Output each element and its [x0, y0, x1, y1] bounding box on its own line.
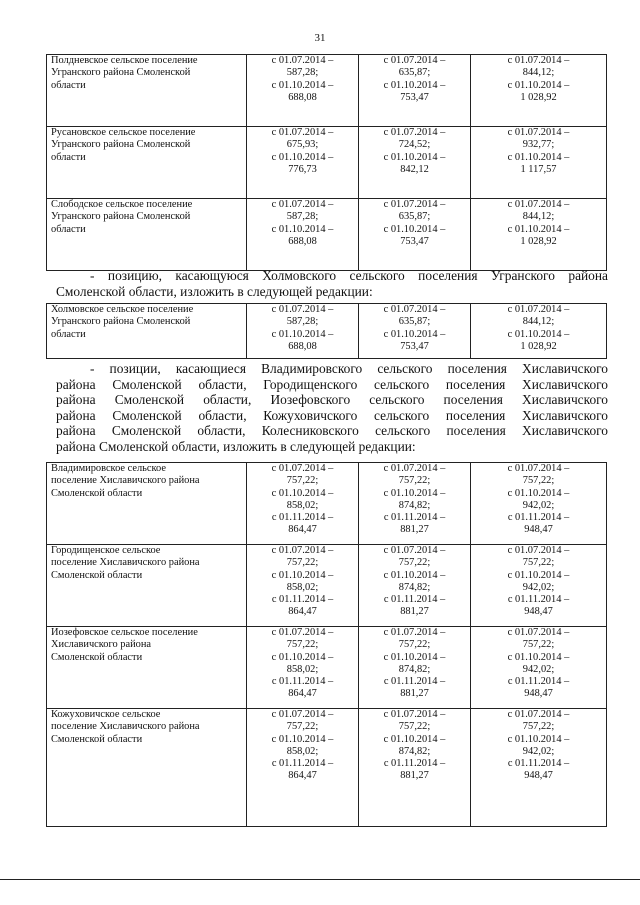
tariff-cell: [471, 55, 607, 127]
cell-line: 587,28;: [286, 211, 319, 223]
cell-line: с 01.11.2014 –: [507, 512, 570, 524]
tariff-cell: [471, 627, 607, 709]
settlement-name-cell: [47, 709, 247, 827]
cell-line: 864,47: [288, 770, 317, 782]
bottom-rule: [0, 879, 640, 880]
cell-line: Хиславичского района: [51, 639, 152, 651]
cell-line: с 01.10.2014 –: [507, 487, 570, 499]
tariff-cell: [247, 55, 359, 127]
cell-line: с 01.07.2014 –: [271, 55, 334, 66]
tariff-cell: [471, 463, 607, 545]
cell-line: 874,82;: [398, 663, 431, 675]
tariff-table-ugra-1: [46, 54, 607, 271]
cell-line: области: [51, 328, 86, 340]
cell-line: 757,22;: [398, 639, 431, 651]
cell-line: с 01.07.2014 –: [383, 55, 446, 66]
cell-line: с 01.07.2014 –: [383, 199, 446, 210]
tariff-cell: [359, 463, 471, 545]
cell-line: 864,47: [288, 524, 317, 536]
cell-line: 1 028,92: [520, 340, 557, 352]
tariff-cell: [359, 199, 471, 271]
cell-line: 757,22;: [522, 475, 555, 487]
tariff-cell: [471, 127, 607, 199]
paragraph-line: - позиции, касающиеся Владимировского сельского поселения Хиславичского: [90, 361, 608, 376]
cell-line: с 01.10.2014 –: [383, 487, 446, 499]
table-row: [47, 709, 607, 827]
tariff-cell: [471, 304, 607, 359]
cell-line: области: [51, 223, 86, 235]
cell-line: с 01.11.2014 –: [383, 676, 446, 688]
cell-line: 1 028,92: [520, 235, 557, 247]
cell-line: Угранского района Смоленской: [51, 67, 191, 79]
cell-line: с 01.11.2014 –: [271, 512, 334, 524]
cell-line: 932,77;: [522, 139, 555, 151]
cell-line: 757,22;: [286, 639, 319, 651]
cell-line: 858,02;: [286, 581, 319, 593]
table-row: [47, 463, 607, 545]
tariff-table-kholmovo: [46, 303, 607, 359]
cell-line: поселение Хиславичского района: [51, 721, 200, 733]
cell-line: 874,82;: [398, 745, 431, 757]
cell-line: Владимировское сельское: [51, 463, 166, 474]
tariff-cell: [247, 709, 359, 827]
tariff-cell: [471, 199, 607, 271]
table-row: [47, 304, 607, 359]
cell-line: 635,87;: [398, 67, 431, 79]
cell-line: Угранского района Смоленской: [51, 316, 191, 328]
instruction-paragraph-kholmovo: [56, 268, 608, 299]
cell-line: Городищенское сельское: [51, 545, 161, 556]
tariff-table-khislavichi: [46, 462, 607, 827]
cell-line: 844,12;: [522, 211, 555, 223]
cell-line: Угранского района Смоленской: [51, 211, 191, 223]
cell-line: Угранского района Смоленской: [51, 139, 191, 151]
cell-line: 881,27: [400, 688, 429, 700]
cell-line: с 01.07.2014 –: [271, 127, 334, 138]
cell-line: с 01.10.2014 –: [383, 151, 446, 163]
cell-line: с 01.11.2014 –: [507, 676, 570, 688]
cell-line: с 01.07.2014 –: [383, 304, 446, 315]
cell-line: с 01.07.2014 –: [383, 545, 446, 556]
cell-line: с 01.10.2014 –: [507, 651, 570, 663]
cell-line: 881,27: [400, 770, 429, 782]
cell-line: с 01.07.2014 –: [271, 545, 334, 556]
cell-line: с 01.11.2014 –: [507, 758, 570, 770]
cell-line: 757,22;: [286, 721, 319, 733]
cell-line: с 01.07.2014 –: [507, 127, 570, 138]
cell-line: Русановское сельское поселение: [51, 127, 196, 138]
cell-line: 688,08: [288, 235, 317, 247]
cell-line: с 01.10.2014 –: [507, 151, 570, 163]
cell-line: с 01.07.2014 –: [507, 545, 570, 556]
cell-line: с 01.10.2014 –: [507, 569, 570, 581]
cell-line: с 01.11.2014 –: [383, 594, 446, 606]
table-row: [47, 127, 607, 199]
cell-line: с 01.10.2014 –: [507, 733, 570, 745]
cell-line: с 01.10.2014 –: [271, 651, 334, 663]
cell-line: 948,47: [524, 688, 553, 700]
cell-line: 757,22;: [398, 721, 431, 733]
cell-line: Кожуховичское сельское: [51, 709, 161, 720]
cell-line: 858,02;: [286, 499, 319, 511]
cell-line: 724,52;: [398, 139, 431, 151]
cell-line: с 01.10.2014 –: [271, 487, 334, 499]
tariff-cell: [247, 304, 359, 359]
cell-line: 587,28;: [286, 67, 319, 79]
cell-line: с 01.07.2014 –: [271, 627, 334, 638]
cell-line: 757,22;: [398, 475, 431, 487]
cell-line: 942,02;: [522, 581, 555, 593]
cell-line: 864,47: [288, 606, 317, 618]
cell-line: 757,22;: [522, 721, 555, 733]
tariff-cell: [247, 627, 359, 709]
cell-line: 757,22;: [286, 475, 319, 487]
cell-line: 881,27: [400, 606, 429, 618]
cell-line: с 01.10.2014 –: [507, 79, 570, 91]
cell-line: Смоленской области: [51, 487, 143, 499]
cell-line: с 01.10.2014 –: [383, 79, 446, 91]
cell-line: 1 028,92: [520, 91, 557, 103]
cell-line: с 01.07.2014 –: [507, 709, 570, 720]
cell-line: Смоленской области: [51, 733, 143, 745]
cell-line: с 01.07.2014 –: [271, 199, 334, 210]
paragraph-line: района Смоленской области, Кожуховичского сельского поселения Хиславичского: [56, 407, 608, 423]
cell-line: 1 117,57: [520, 163, 557, 175]
table-row: [47, 199, 607, 271]
cell-line: с 01.10.2014 –: [271, 733, 334, 745]
cell-line: с 01.11.2014 –: [271, 676, 334, 688]
tariff-cell: [359, 709, 471, 827]
cell-line: 942,02;: [522, 499, 555, 511]
cell-line: 858,02;: [286, 745, 319, 757]
cell-line: 635,87;: [398, 211, 431, 223]
cell-line: Полдневское сельское поселение: [51, 55, 198, 66]
settlement-name-cell: [47, 545, 247, 627]
cell-line: 757,22;: [522, 557, 555, 569]
table-row: [47, 545, 607, 627]
table-row: [47, 627, 607, 709]
cell-line: с 01.07.2014 –: [383, 127, 446, 138]
cell-line: с 01.07.2014 –: [383, 709, 446, 720]
cell-line: 757,22;: [398, 557, 431, 569]
cell-line: с 01.07.2014 –: [507, 55, 570, 66]
cell-line: с 01.10.2014 –: [383, 733, 446, 745]
cell-line: с 01.10.2014 –: [383, 651, 446, 663]
cell-line: с 01.11.2014 –: [271, 758, 334, 770]
cell-line: с 01.10.2014 –: [271, 328, 334, 340]
paragraph-line: района Смоленской области, изложить в следующей редакции:: [56, 438, 416, 454]
cell-line: 948,47: [524, 606, 553, 618]
cell-line: с 01.07.2014 –: [383, 463, 446, 474]
settlement-name-cell: [47, 127, 247, 199]
settlement-name-cell: [47, 304, 247, 359]
cell-line: с 01.07.2014 –: [271, 463, 334, 474]
cell-line: 675,93;: [286, 139, 319, 151]
cell-line: 858,02;: [286, 663, 319, 675]
cell-line: 948,47: [524, 524, 553, 536]
cell-line: 948,47: [524, 770, 553, 782]
cell-line: 874,82;: [398, 499, 431, 511]
settlement-name-cell: [47, 463, 247, 545]
paragraph-line: района Смоленской области, Колесниковского сельского поселения Хиславичского: [56, 423, 608, 439]
tariff-cell: [359, 304, 471, 359]
tariff-cell: [471, 545, 607, 627]
cell-line: с 01.11.2014 –: [507, 594, 570, 606]
cell-line: 776,73: [288, 163, 317, 175]
cell-line: 635,87;: [398, 316, 431, 328]
tariff-cell: [359, 545, 471, 627]
cell-line: Смоленской области: [51, 651, 143, 663]
cell-line: с 01.07.2014 –: [507, 627, 570, 638]
tariff-cell: [359, 127, 471, 199]
cell-line: Слободское сельское поселение: [51, 199, 193, 210]
paragraph-line: района Смоленской области, Иозефовского сельского поселения Хиславичского: [56, 392, 608, 408]
instruction-paragraph-khislavichi: [56, 361, 608, 455]
cell-line: с 01.07.2014 –: [271, 709, 334, 720]
cell-line: с 01.10.2014 –: [383, 569, 446, 581]
cell-line: 757,22;: [286, 557, 319, 569]
cell-line: с 01.11.2014 –: [383, 758, 446, 770]
cell-line: поселение Хиславичского района: [51, 557, 200, 569]
cell-line: с 01.07.2014 –: [507, 199, 570, 210]
tariff-cell: [359, 627, 471, 709]
cell-line: с 01.10.2014 –: [271, 79, 334, 91]
tariff-cell: [471, 709, 607, 827]
cell-line: с 01.10.2014 –: [383, 328, 446, 340]
settlement-name-cell: [47, 627, 247, 709]
cell-line: 688,08: [288, 340, 317, 352]
cell-line: 688,08: [288, 91, 317, 103]
paragraph-line: района Смоленской области, Городищенского сельского поселения Хиславичского: [56, 376, 608, 392]
tariff-cell: [247, 127, 359, 199]
cell-line: поселение Хиславичского района: [51, 475, 200, 487]
cell-line: с 01.11.2014 –: [383, 512, 446, 524]
tariff-cell: [247, 463, 359, 545]
cell-line: 587,28;: [286, 316, 319, 328]
cell-line: 864,47: [288, 688, 317, 700]
cell-line: 753,47: [400, 340, 429, 352]
cell-line: с 01.10.2014 –: [271, 569, 334, 581]
paragraph-line: Смоленской области, изложить в следующей редакции:: [56, 283, 373, 299]
cell-line: 844,12;: [522, 67, 555, 79]
tariff-cell: [247, 545, 359, 627]
cell-line: с 01.11.2014 –: [271, 594, 334, 606]
settlement-name-cell: [47, 55, 247, 127]
cell-line: с 01.10.2014 –: [507, 223, 570, 235]
cell-line: Иозефовское сельское поселение: [51, 627, 198, 638]
cell-line: с 01.07.2014 –: [271, 304, 334, 315]
cell-line: 753,47: [400, 91, 429, 103]
cell-line: области: [51, 151, 86, 163]
tariff-cell: [359, 55, 471, 127]
cell-line: 881,27: [400, 524, 429, 536]
cell-line: Холмовское сельское поселение: [51, 304, 194, 315]
cell-line: с 01.10.2014 –: [383, 223, 446, 235]
settlement-name-cell: [47, 199, 247, 271]
page-number: 31: [314, 32, 326, 44]
cell-line: 942,02;: [522, 745, 555, 757]
tariff-cell: [247, 199, 359, 271]
cell-line: с 01.07.2014 –: [507, 463, 570, 474]
cell-line: с 01.07.2014 –: [507, 304, 570, 315]
cell-line: 753,47: [400, 235, 429, 247]
cell-line: 844,12;: [522, 316, 555, 328]
cell-line: 757,22;: [522, 639, 555, 651]
cell-line: с 01.10.2014 –: [507, 328, 570, 340]
table-row: [47, 55, 607, 127]
cell-line: области: [51, 79, 86, 91]
cell-line: с 01.07.2014 –: [383, 627, 446, 638]
cell-line: 842,12: [400, 163, 429, 175]
cell-line: с 01.10.2014 –: [271, 223, 334, 235]
cell-line: 942,02;: [522, 663, 555, 675]
paragraph-line: - позицию, касающуюся Холмовского сельского поселения Угранского района: [90, 268, 608, 283]
cell-line: 874,82;: [398, 581, 431, 593]
cell-line: Смоленской области: [51, 569, 143, 581]
cell-line: с 01.10.2014 –: [271, 151, 334, 163]
